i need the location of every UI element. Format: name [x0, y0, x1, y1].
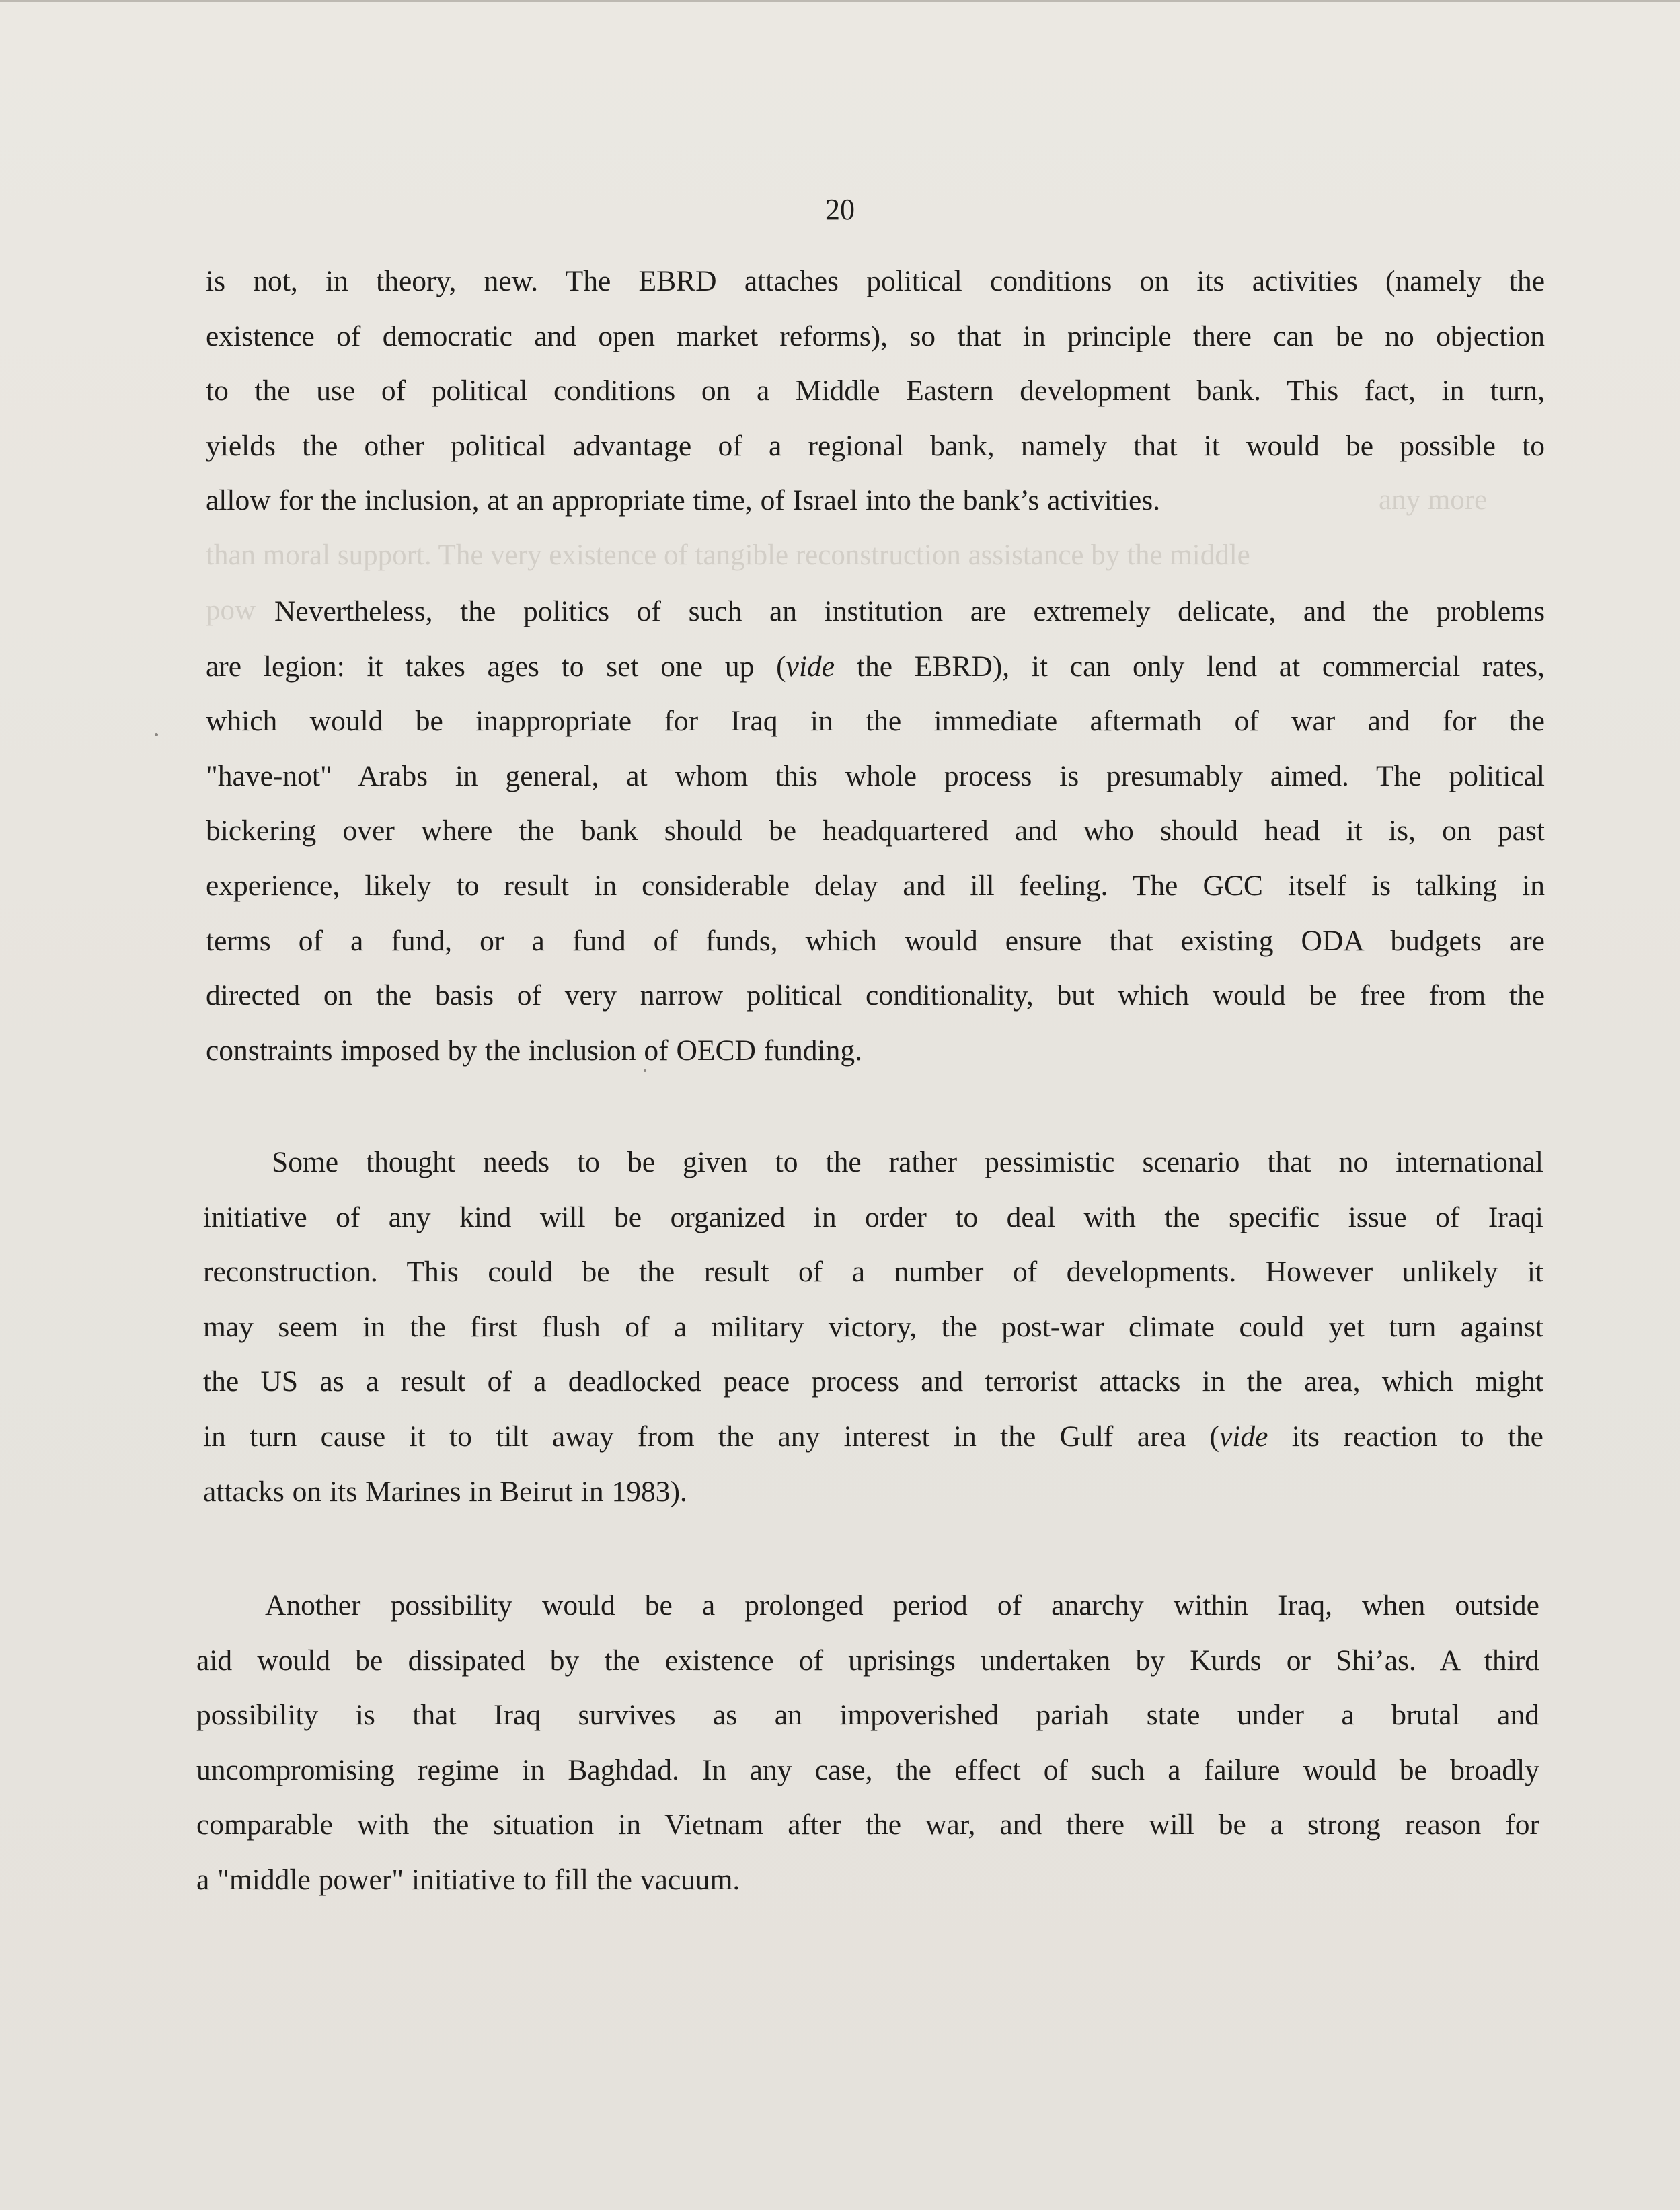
text-line: allow for the inclusion, at an appropriate time, of Israel into the bank’s activities. — [206, 484, 1161, 517]
text-line: a "middle power" initiative to fill the vacuum. — [196, 1863, 740, 1896]
bleed-through-text: pow — [206, 595, 256, 626]
text-line: Some thought needs to be given to the rather pessimistic scenario that no international — [272, 1146, 1543, 1178]
text-line: the US as a result of a deadlocked peace process and terrorist attacks in the area, which might — [203, 1365, 1543, 1398]
paragraph-3 — [203, 1135, 1543, 1519]
text-line: possibility is that Iraq survives as an impoverished pariah state under a brutal and — [196, 1699, 1539, 1732]
text-line: yields the other political advantage of a regional bank, namely that it would be possible to — [206, 429, 1545, 462]
bleed-through-text: than moral support. The very existence of tangible reconstruction assistance by the middle — [206, 539, 1250, 571]
text-line: is not, in theory, new. The EBRD attaches political conditions on its activities (namely the — [206, 265, 1545, 297]
text-line: reconstruction. This could be the result of a number of developments. However unlikely it — [203, 1256, 1543, 1289]
text-line: may seem in the first flush of a military victory, the post-war climate could yet turn against — [203, 1310, 1543, 1343]
page-number: 20 — [825, 193, 855, 226]
scan-speck — [155, 733, 158, 736]
text-line: Another possibility would be a prolonged period of anarchy within Iraq, when outside — [265, 1589, 1539, 1622]
text-line: aid would be dissipated by the existence of uprisings undertaken by Kurds or Shi’as. A third — [196, 1644, 1539, 1677]
scan-speck — [644, 1069, 646, 1072]
text-line: which would be inappropriate for Iraq in the immediate aftermath of war and for the — [206, 705, 1545, 738]
text-line: constraints imposed by the inclusion of OECD funding. — [206, 1034, 862, 1067]
text-segment: its reaction to the — [1268, 1420, 1543, 1453]
italic-term: vide — [786, 650, 835, 683]
paragraph-4 — [196, 1578, 1539, 1908]
text-line: bickering over where the bank should be headquartered and who should head it is, on past — [206, 814, 1545, 847]
text-line: existence of democratic and open market reforms), so that in principle there can be no objection — [206, 319, 1545, 352]
text-line: experience, likely to result in considerable delay and ill feeling. The GCC itself is talking in — [206, 869, 1545, 902]
page-top-edge — [0, 0, 1680, 2]
bleed-through-text: any more — [1379, 484, 1488, 516]
text-segment: the EBRD), it can only lend at commercial rates, — [835, 650, 1545, 683]
text-line: directed on the basis of very narrow political conditionality, but which would be free from the — [206, 979, 1545, 1012]
paragraph-1 — [206, 254, 1545, 529]
text-line — [206, 640, 1545, 695]
paragraph-2 — [206, 584, 1545, 1078]
text-line: attacks on its Marines in Beirut in 1983). — [203, 1475, 687, 1508]
text-line: terms of a fund, or a fund of funds, which would ensure that existing ODA budgets are — [206, 924, 1545, 957]
text-line: comparable with the situation in Vietnam after the war, and there will be a strong reason for — [196, 1808, 1539, 1841]
text-line: uncompromising regime in Baghdad. In any case, the effect of such a failure would be broadly — [196, 1753, 1539, 1786]
text-segment: are legion: it takes ages to set one up ( — [206, 650, 786, 683]
text-segment: in turn cause it to tilt away from the any interest in the Gulf area ( — [203, 1420, 1219, 1453]
italic-term: vide — [1219, 1420, 1268, 1453]
text-line: to the use of political conditions on a Middle Eastern development bank. This fact, in turn, — [206, 375, 1545, 408]
text-line: Nevertheless, the politics of such an institution are extremely delicate, and the problems — [274, 595, 1545, 627]
text-line: "have-not" Arabs in general, at whom this whole process is presumably aimed. The political — [206, 759, 1545, 792]
text-line — [203, 1410, 1543, 1465]
text-line: initiative of any kind will be organized in order to deal with the specific issue of Iraqi — [203, 1201, 1543, 1233]
